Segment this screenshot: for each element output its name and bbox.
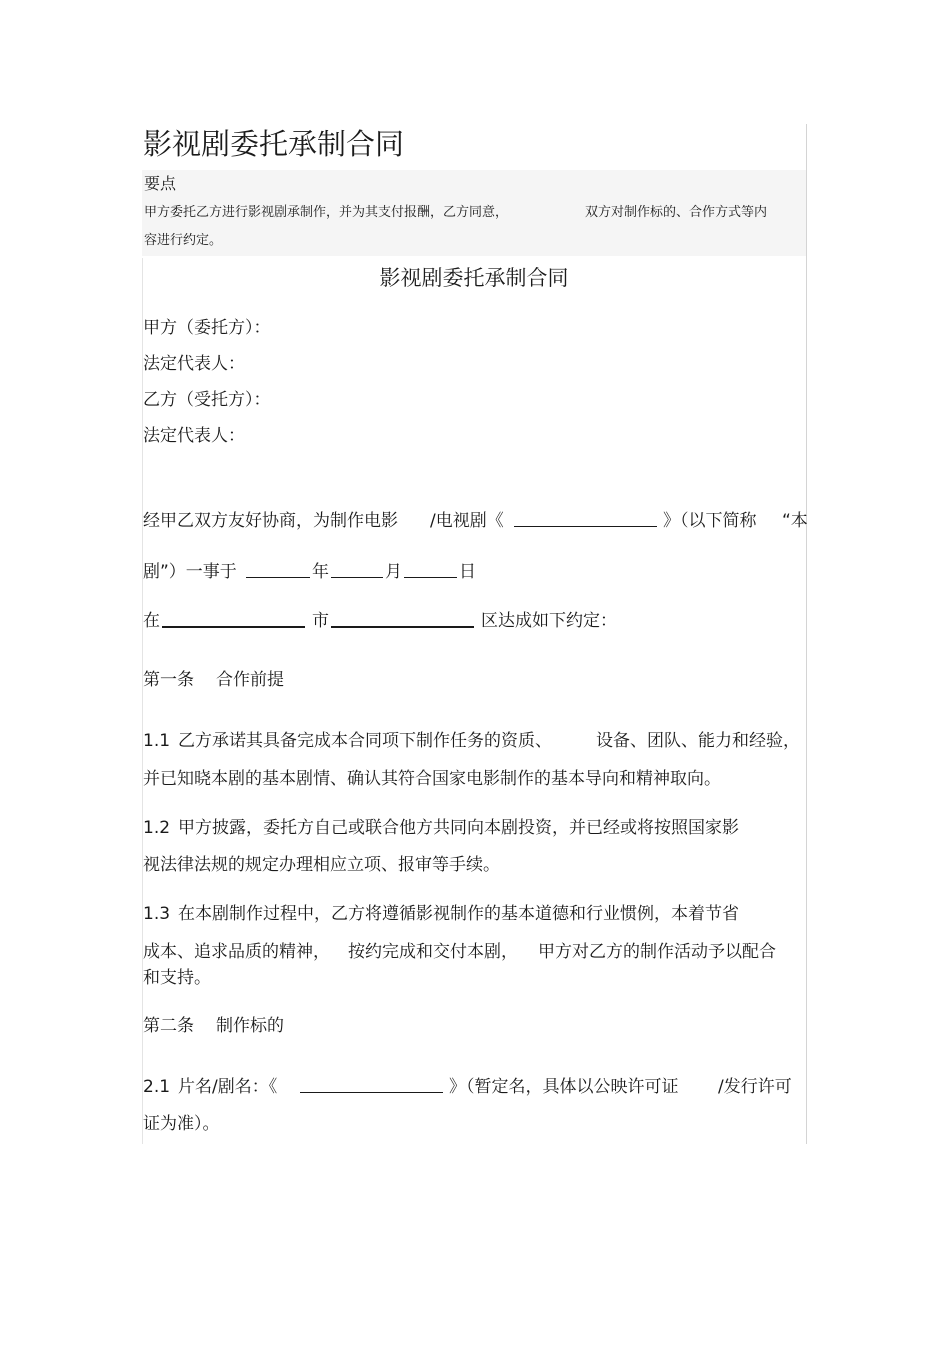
clause-1-2-number: 1.2 — [143, 818, 171, 838]
month-blank — [331, 560, 383, 585]
clause-1-1-text-c: 并已知晓本剧的基本剧情、确认其符合国家电影制作的基本导向和精神取向。 — [143, 769, 721, 789]
clause-1-3-text-c: 和支持。 — [143, 968, 211, 988]
film-title-blank — [300, 1075, 443, 1100]
party-b-rep-label: 法定代表人： — [143, 426, 245, 446]
clause-1-1-number: 1.1 — [143, 731, 171, 751]
article2-heading-text: 制作标的 — [216, 1016, 284, 1036]
article1-heading-no: 第一条 — [143, 670, 194, 690]
drama-title-blank — [514, 509, 657, 534]
preamble-line3-b: 区达成如下约定： — [481, 611, 617, 631]
preamble-line1-d: “本 — [782, 511, 808, 531]
summary-text-line2: 容进行约定。 — [144, 233, 223, 248]
preamble-line1-c: 》（以下简称 — [663, 511, 757, 531]
city-label: 市 — [312, 611, 329, 631]
city-blank — [162, 609, 305, 635]
clause-1-3-text-a: 在本剧制作过程中，乙方将遵循影视制作的基本道德和行业惯例，本着节省 — [178, 904, 739, 924]
party-a-rep-label: 法定代表人： — [143, 354, 245, 374]
preamble-line1-a: 经甲乙双方友好协商，为制作电影 — [143, 511, 398, 531]
clause-1-1-text-b: 设备、团队、能力和经验， — [596, 731, 800, 751]
clause-1-2-text-a: 甲方披露，委托方自己或联合他方共同向本剧投资，并已经或将按照国家影 — [178, 818, 739, 838]
preamble-line1-b: /电视剧《 — [430, 511, 504, 531]
year-label: 年 — [312, 562, 329, 582]
day-label: 日 — [459, 562, 476, 582]
contract-title: 影视剧委托承制合同 — [379, 266, 569, 290]
district-blank — [331, 609, 474, 635]
clause-1-3-number: 1.3 — [143, 904, 171, 924]
preamble-line2-a: 剧”）一事于 — [143, 562, 237, 582]
article2-heading-no: 第二条 — [143, 1016, 194, 1036]
summary-heading: 要点 — [144, 174, 177, 193]
month-label: 月 — [385, 562, 402, 582]
clause-2-1-number: 2.1 — [143, 1077, 171, 1097]
clause-2-1-text-a: 片名/剧名：《 — [178, 1077, 278, 1097]
year-blank — [246, 560, 310, 585]
summary-text-line1: 甲方委托乙方进行影视剧承制作，并为其支付报酬，乙方同意， — [144, 205, 509, 220]
clause-1-3-text-b3: 甲方对乙方的制作活动予以配合 — [538, 942, 776, 962]
summary-text-line1-cont: 双方对制作标的、合作方式等内 — [585, 205, 768, 220]
party-a-label: 甲方（委托方）： — [143, 318, 271, 338]
clause-2-1-text-c: /发行许可 — [718, 1077, 792, 1097]
document-title: 影视剧委托承制合同 — [143, 127, 405, 161]
page-right-border — [806, 124, 807, 1144]
preamble-line3-a: 在 — [143, 611, 160, 631]
clause-1-3-text-b1: 成本、追求品质的精神， — [143, 942, 330, 962]
day-blank — [404, 560, 457, 585]
clause-2-1-text-b: 》（暂定名，具体以公映许可证 — [449, 1077, 679, 1097]
clause-1-2-text-b: 视法律法规的规定办理相应立项、报审等手续。 — [143, 855, 500, 875]
clause-1-3-text-b2: 按约完成和交付本剧， — [348, 942, 518, 962]
clause-1-1-text-a: 乙方承诺其具备完成本合同项下制作任务的资质、 — [178, 731, 552, 751]
party-b-label: 乙方（受托方）： — [143, 390, 271, 410]
clause-2-1-text-d: 证为准）。 — [143, 1114, 220, 1134]
summary-box — [142, 170, 806, 256]
article1-heading-text: 合作前提 — [216, 670, 284, 690]
